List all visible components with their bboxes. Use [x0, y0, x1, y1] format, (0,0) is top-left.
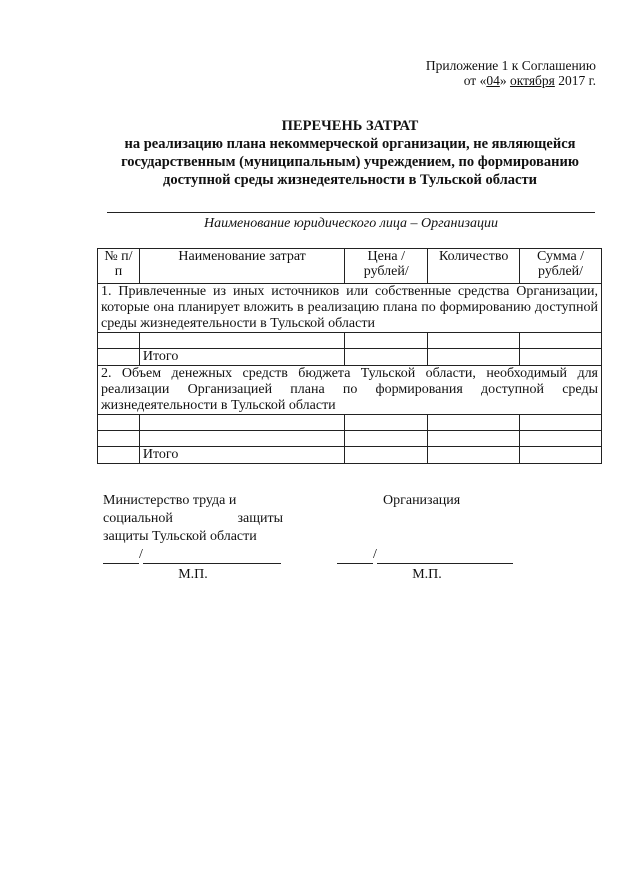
table-cell[interactable] [345, 349, 428, 366]
ministry-line2 [103, 510, 283, 528]
table-cell[interactable] [520, 447, 602, 464]
table-cell[interactable] [345, 431, 428, 447]
ministry-line3: защиты Тульской области [103, 529, 257, 544]
table-cell[interactable] [345, 415, 428, 431]
org-name-caption: Наименование юридического лица – Организации [204, 216, 498, 231]
date-sep: » [499, 73, 510, 88]
signature-slash: / [373, 547, 377, 562]
table-cell[interactable] [98, 431, 140, 447]
table-row [98, 415, 602, 431]
table-header-row [98, 249, 602, 284]
table-cell[interactable] [428, 431, 520, 447]
table-cell[interactable] [428, 349, 520, 366]
appendix-line1: Приложение 1 к Соглашению [425, 58, 596, 73]
section1-text: 1. Привлеченные из иных источников или собственные средства Организации, которые она планирует вложить в реализацию плана по формированию доступной среды жизнедеятельности в Тульской области [98, 284, 602, 333]
table-cell[interactable] [345, 333, 428, 349]
seal-mark: М.П. [412, 567, 442, 582]
table-cell[interactable] [345, 447, 428, 464]
date-month: октября [509, 73, 555, 88]
header-number: № п/п [98, 249, 140, 284]
header-sum: Сумма /рублей/ [520, 249, 602, 284]
table-cell[interactable] [428, 333, 520, 349]
date-prefix: от « [463, 73, 487, 88]
table-cell[interactable] [428, 447, 520, 464]
document-title [60, 117, 639, 189]
name-blank[interactable] [143, 549, 281, 564]
org-name-line[interactable] [107, 212, 595, 213]
table-cell[interactable] [98, 415, 140, 431]
table-cell[interactable] [520, 333, 602, 349]
title-heading: ПЕРЕЧЕНЬ ЗАТРАТ [281, 118, 419, 134]
signature-blank[interactable] [337, 549, 373, 564]
signature-slash: / [139, 547, 143, 562]
total2-label: Итого [139, 447, 344, 464]
table-cell[interactable] [520, 431, 602, 447]
section-row [98, 366, 602, 415]
ministry-word-social: социальной [103, 511, 173, 526]
date-day: 04 [486, 73, 500, 88]
organization-title: Организация [383, 493, 461, 508]
name-blank[interactable] [377, 549, 513, 564]
title-line2: государственным (муниципальным) учреждением, по формированию [121, 154, 579, 170]
seal-mark: М.П. [178, 567, 208, 582]
title-line3: доступной среды жизнедеятельности в Тульской области [163, 172, 537, 188]
ministry-line1: Министерство труда и [103, 493, 237, 508]
appendix-note [426, 58, 596, 88]
table-cell[interactable] [139, 333, 344, 349]
cost-table [97, 248, 602, 464]
table-cell[interactable] [139, 415, 344, 431]
signature-organization [337, 492, 517, 584]
section-row [98, 284, 602, 333]
table-cell[interactable] [428, 415, 520, 431]
total-row [98, 447, 602, 464]
table-cell [98, 447, 140, 464]
ministry-word-protection: защиты [237, 511, 283, 526]
date-year: 2017 г. [554, 73, 596, 88]
header-price: Цена /рублей/ [345, 249, 428, 284]
table-cell[interactable] [520, 349, 602, 366]
table-row [98, 431, 602, 447]
appendix-date [426, 73, 596, 88]
ministry-signature-line[interactable] [103, 546, 283, 564]
table-cell[interactable] [520, 415, 602, 431]
table-cell[interactable] [98, 333, 140, 349]
section2-text: 2. Объем денежных средств бюджета Тульской области, необходимый для реализации Организацией плана по формирования доступной среды жизнедеятельности в Тульской области [98, 366, 602, 415]
table-cell[interactable] [139, 431, 344, 447]
table-cell [98, 349, 140, 366]
signature-blank[interactable] [103, 549, 139, 564]
total-row [98, 349, 602, 366]
signature-ministry [103, 492, 283, 584]
table-row [98, 333, 602, 349]
total1-label: Итого [139, 349, 344, 366]
header-name: Наименование затрат [139, 249, 344, 284]
header-quantity: Количество [428, 249, 520, 284]
organization-signature-line[interactable] [337, 546, 517, 564]
title-line1: на реализацию плана некоммерческой организации, не являющейся [124, 136, 576, 152]
